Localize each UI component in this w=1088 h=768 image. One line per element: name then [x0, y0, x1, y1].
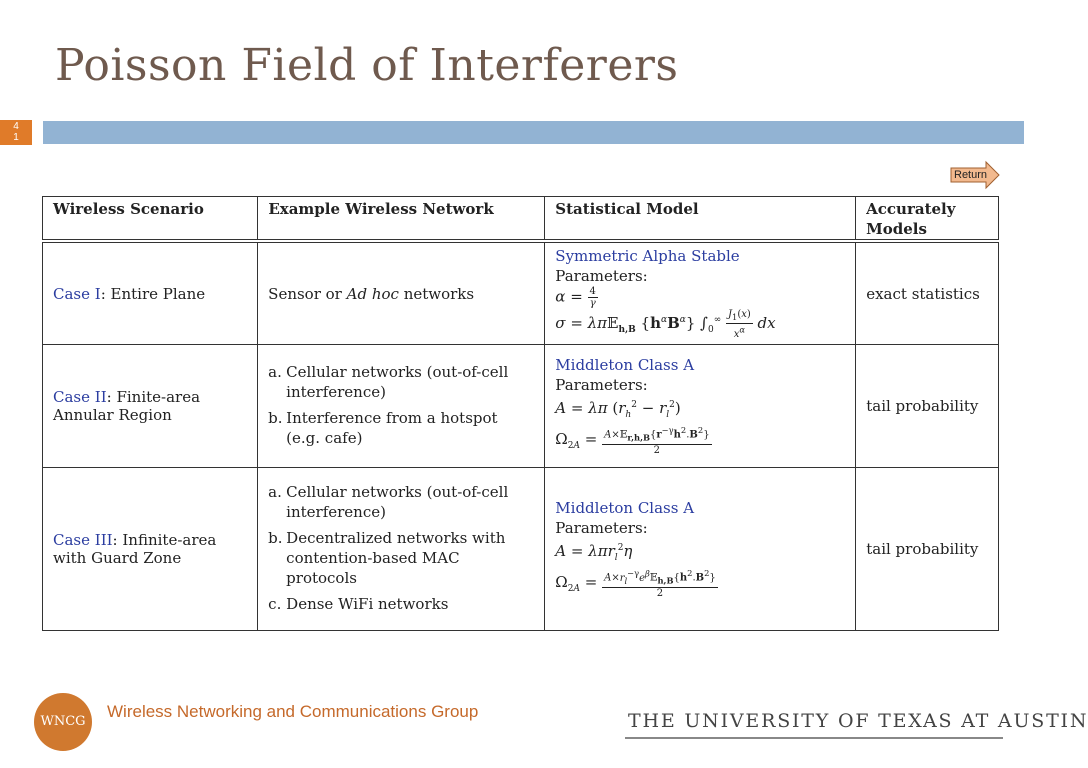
list-marker: a.: [268, 363, 282, 381]
header-model: Statistical Model: [545, 197, 856, 240]
model-cell: [545, 468, 856, 631]
list-marker: b.: [268, 529, 283, 547]
return-label: Return: [954, 169, 988, 181]
list-item: [268, 408, 534, 448]
accuracy-cell: tail probability: [856, 468, 999, 631]
table-row: [43, 243, 999, 345]
equation-sigma: σ = λπ𝔼$_{h,B}$ $\{h^\alpha B^\alpha\}$ $\int_0^\infty$ $\frac{J_1(x)}{x^\alpha}$ dx: [555, 309, 776, 340]
model-cell: [545, 243, 856, 345]
example-text: Sensor or: [268, 284, 347, 303]
university-name: THE UNIVERSITY OF TEXAS AT AUSTIN: [628, 710, 1088, 732]
title-accent-bar: [43, 121, 1024, 144]
equation-omega: $\Omega_{2A}$ = $\frac{A\times 𝔼_{r,h,B}\{r^{-\gamma}h^2.B^2\}}{2}$: [555, 425, 710, 456]
example-italic: Ad hoc: [346, 284, 399, 303]
slide-number: [0, 120, 32, 145]
example-text-suffix: networks: [398, 284, 475, 303]
case-label: Case III: [53, 531, 113, 549]
list-item: [268, 482, 534, 522]
list-text: Cellular networks (out-of-cell interference): [286, 363, 509, 401]
list-marker: b.: [268, 409, 283, 427]
list-text: Cellular networks (out-of-cell interference): [286, 483, 509, 521]
model-name: Middleton Class A: [555, 356, 695, 375]
wncg-logo: WNCG: [34, 693, 92, 751]
footer-divider: [625, 737, 1003, 739]
equation-alpha: α = $\frac{4}{\gamma}$: [555, 286, 596, 310]
slide-title: Poisson Field of Interferers: [55, 40, 679, 91]
list-item: [268, 528, 534, 588]
parameters-label: Parameters:: [555, 267, 648, 286]
example-cell: [258, 345, 545, 468]
scenario-cell: [43, 345, 258, 468]
interference-table: [42, 242, 999, 631]
list-marker: c.: [268, 595, 282, 613]
slide-number-line2: 1: [13, 132, 19, 143]
list-item: [268, 594, 534, 614]
parameters-label: Parameters:: [555, 376, 648, 395]
list-marker: a.: [268, 483, 282, 501]
case-label: Case II: [53, 388, 107, 406]
scenario-cell: [43, 468, 258, 631]
list-text: Decentralized networks with contention-based MAC protocols: [286, 529, 506, 587]
list-text: Interference from a hotspot (e.g. cafe): [286, 409, 498, 447]
header-accuracy: Accurately Models: [856, 197, 999, 240]
group-name: Wireless Networking and Communications Group: [107, 702, 479, 721]
header-example: Example Wireless Network: [258, 197, 545, 240]
table-header: [42, 196, 999, 240]
list-text: Dense WiFi networks: [286, 595, 449, 613]
slide-number-line1: 4: [13, 121, 19, 132]
table-row: [43, 468, 999, 631]
table-row: [43, 345, 999, 468]
parameters-label: Parameters:: [555, 519, 648, 538]
header-scenario: Wireless Scenario: [43, 197, 258, 240]
return-button[interactable]: [950, 161, 1000, 189]
equation-a: A = λπr$_l^2$η: [555, 542, 633, 564]
scenario-text: : Finite-area Annular Region: [53, 388, 201, 424]
list-item: [268, 362, 534, 402]
model-cell: [545, 345, 856, 468]
model-name: Middleton Class A: [555, 499, 695, 518]
model-name: Symmetric Alpha Stable: [555, 247, 740, 266]
equation-omega: $\Omega_{2A}$ = $\frac{A\times r_l^{-\gamma}e^\beta 𝔼_{h,B}\{h^2.B^2\}}{2}$: [555, 568, 716, 599]
equation-a: A = λπ $(r_h^2 - r_l^2)$: [555, 399, 681, 421]
scenario-text: : Infinite-area with Guard Zone: [53, 531, 217, 567]
scenario-cell: [43, 243, 258, 345]
accuracy-cell: tail probability: [856, 345, 999, 468]
case-label: Case I: [53, 284, 101, 303]
example-cell: [258, 468, 545, 631]
example-cell: [258, 243, 545, 345]
accuracy-cell: exact statistics: [856, 243, 999, 345]
scenario-text: : Entire Plane: [100, 284, 206, 303]
